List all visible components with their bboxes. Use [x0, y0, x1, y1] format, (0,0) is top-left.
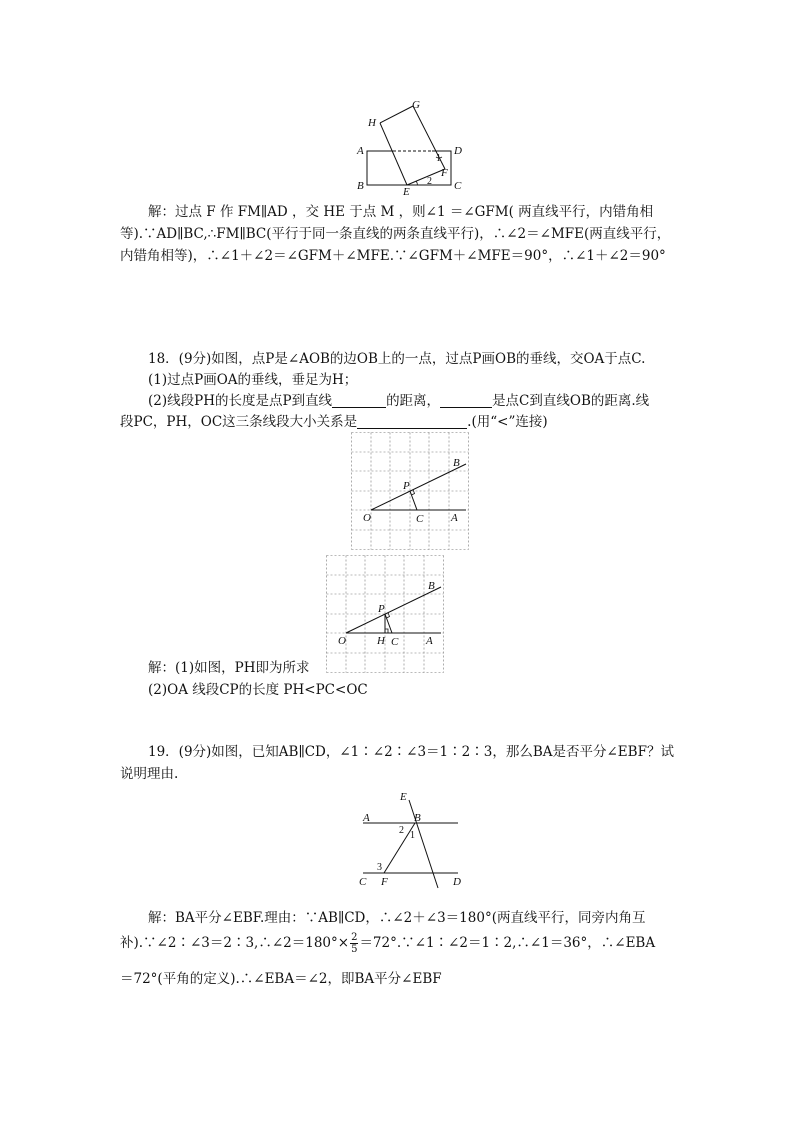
q17-solution-line3: 内错角相等)，∴∠1＋∠2＝∠GFM＋∠MFE.∵∠GFM＋∠MFE＝90°，∴∠1＋∠2＝90°	[120, 248, 666, 264]
label-c: C	[454, 180, 462, 192]
label-p: P	[378, 603, 385, 615]
label-a: A	[451, 512, 458, 524]
label-d: D	[454, 145, 462, 157]
label-f: F	[381, 876, 388, 888]
q18-blank-2[interactable]	[440, 393, 492, 408]
q18-question-line3	[148, 390, 649, 412]
label-p: P	[403, 480, 410, 492]
q17-solution-line1: 解：过点 F 作 FM∥AD ，交 HE 于点 M ，则∠1 ＝∠GFM( 两直线平行，内错角相	[148, 204, 654, 220]
label-b: B	[357, 180, 364, 192]
label-c: C	[391, 636, 399, 648]
label-f: F	[441, 167, 448, 179]
q19-sol2-part-b: ＝72°.∵∠1∶∠2＝1∶2,∴∠1＝36°，∴∠EBA	[359, 935, 656, 951]
q19-solution-line1: 解：BA平分∠EBF.理由：∵AB∥CD，∴∠2＋∠3＝180°(两直线平行，同旁内角互	[148, 910, 646, 926]
q18-line3-part-c: 是点C到直线OB的距离.线	[492, 393, 650, 409]
label-c: C	[416, 513, 424, 525]
label-o: O	[338, 635, 346, 647]
q18-solution-line2: (2)OA 线段CP的长度 PH<PC<OC	[148, 682, 368, 698]
label-b: B	[453, 457, 460, 469]
q19-question-line2: 说明理由.	[120, 766, 179, 782]
label-e: E	[403, 186, 410, 198]
label-angle-2: 2	[399, 825, 404, 836]
label-a: A	[426, 635, 433, 647]
label-h: H	[377, 635, 385, 647]
line-he	[380, 123, 407, 185]
q19-solution-line3: ＝72°(平角的定义).∴∠EBA＝∠2，即BA平分∠EBF	[120, 971, 442, 987]
label-g: G	[412, 99, 420, 111]
angle-2-arc	[416, 181, 417, 185]
q17-solution-line2: 等).∵AD∥BC,∴FM∥BC(平行于同一条直线的两条直线平行)，∴∠2＝∠MFE(两直线平行，	[120, 226, 671, 242]
q19-sol2-part-a: 补).∵∠2∶∠3＝2∶3,∴∠2＝180°×	[120, 935, 350, 951]
q18-blank-3[interactable]	[357, 414, 467, 429]
label-b: B	[414, 812, 421, 824]
q18-figure-1	[351, 432, 471, 550]
q18-question-line4	[120, 411, 548, 433]
q18-blank-1[interactable]	[332, 393, 386, 408]
q18-question-line1: 18．(9分)如图，点P是∠AOB的边OB上的一点，过点P画OB的垂线，交OA于点C.	[148, 351, 646, 367]
line-hg	[380, 106, 413, 123]
label-angle-1: 1	[436, 153, 441, 164]
q19-figure	[355, 788, 470, 890]
label-angle-2: 2	[427, 176, 432, 187]
label-angle-3: 3	[377, 862, 382, 873]
q18-solution-line1: 解：(1)如图，PH即为所求	[148, 660, 310, 676]
q18-line4-part-a: 段PC，PH，OC这三条线段大小关系是	[120, 414, 358, 430]
q19-solution-line2	[120, 932, 655, 955]
q18-question-line2: (1)过点P画OA的垂线，垂足为H；	[148, 372, 358, 388]
line-fe	[407, 169, 445, 185]
label-angle-1: 1	[410, 830, 415, 841]
q18-line4-part-b: .(用“<”连接)	[467, 414, 548, 430]
q18-line3-part-a: (2)线段PH的长度是点P到直线	[148, 393, 333, 409]
label-d: D	[453, 876, 461, 888]
fraction-denominator: 5	[351, 944, 358, 955]
label-e: E	[400, 791, 407, 803]
label-b: B	[428, 580, 435, 592]
label-a: A	[363, 812, 370, 824]
q18-figure-2	[326, 555, 446, 673]
label-c: C	[359, 876, 367, 888]
label-o: O	[363, 512, 371, 524]
label-a: A	[357, 145, 364, 157]
q17-figure	[350, 95, 470, 200]
fraction-numerator: 2	[351, 932, 358, 943]
label-h: H	[368, 117, 376, 129]
q19-question-line1: 19．(9分)如图，已知AB∥CD，∠1∶∠2∶∠3＝1∶2∶3，那么BA是否平分∠EBF？试	[148, 744, 674, 760]
fraction-2-5	[350, 932, 358, 955]
q18-line3-part-b: 的距离，	[386, 393, 441, 409]
